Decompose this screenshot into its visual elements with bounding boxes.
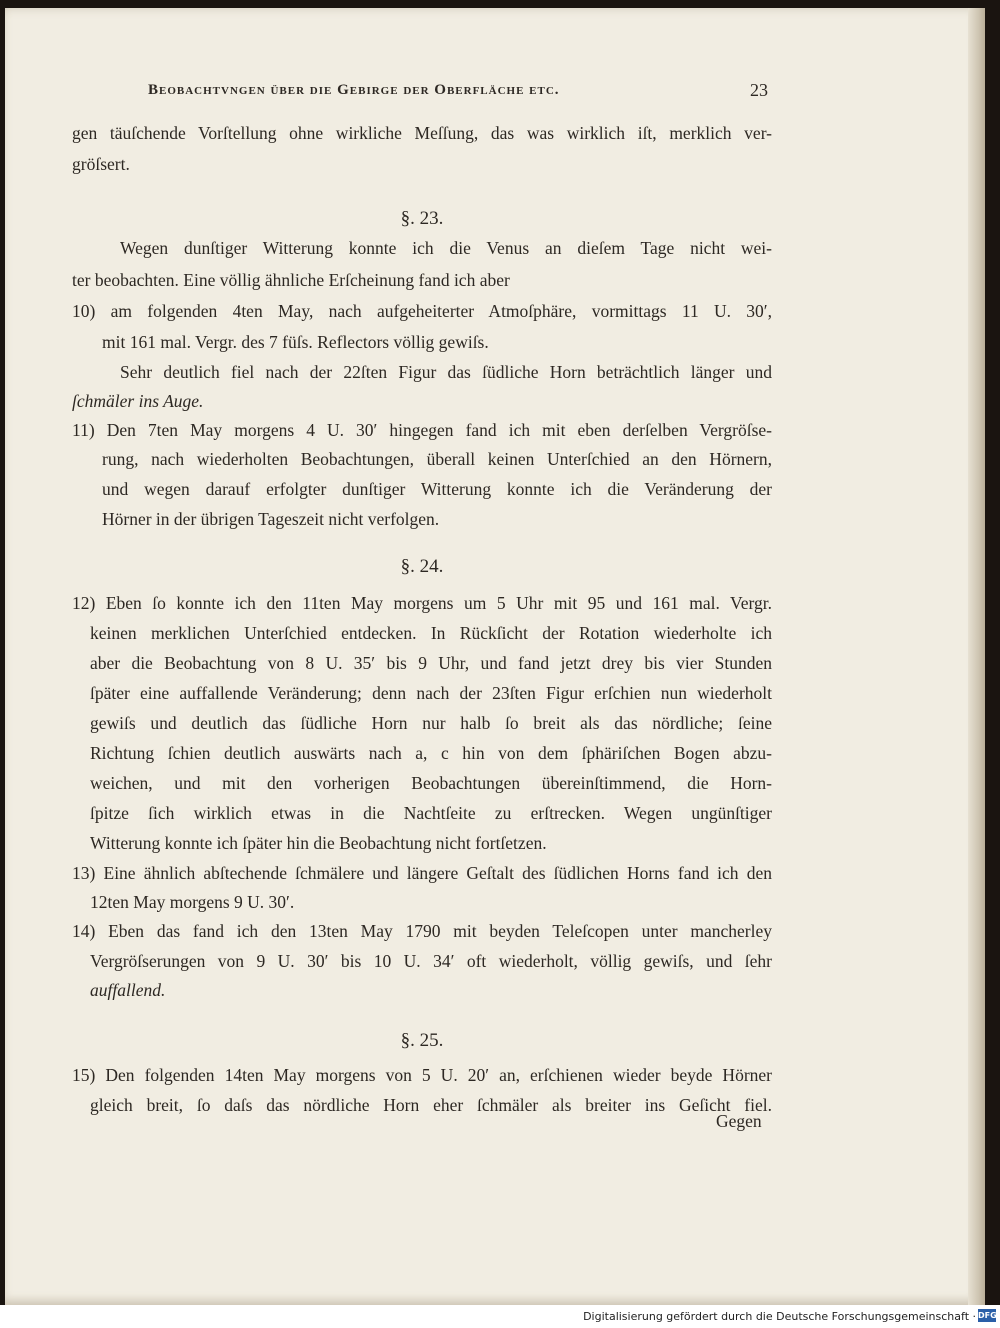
- text-line: ſpäter eine auffallende Veränderung; denn nach der 23ſten Figur erſchien nun wiederholt: [90, 683, 772, 703]
- text-line: Wegen dunſtiger Witterung konnte ich die Venus an dieſem Tage nicht wei-: [120, 238, 772, 258]
- section-heading: §. 23.: [400, 208, 444, 229]
- running-title: Beobachtvngen über die Gebirge der Oberfläche etc.: [148, 82, 560, 98]
- text-line: weichen, und mit den vorherigen Beobachtungen übereinſtimmend, die Horn-: [90, 773, 772, 793]
- section-heading: §. 24.: [400, 556, 444, 577]
- text-line: ſchmäler ins Auge.: [72, 391, 204, 411]
- text-line: keinen merklichen Unterſchied entdecken. In Rückſicht der Rotation wiederholte ich: [90, 623, 772, 643]
- text-line: gleich breit, ſo daſs das nördliche Horn eher ſchmäler als breiter ins Geſicht fiel.: [90, 1095, 772, 1115]
- text-line: rung, nach wiederholten Beobachtungen, überall keinen Unterſchied an den Hörnern,: [102, 449, 772, 469]
- text-line: 10) am folgenden 4ten May, nach aufgeheiterter Atmoſphäre, vormittags 11 U. 30′,: [72, 301, 772, 321]
- running-header: [148, 80, 768, 110]
- text-line: 12ten May morgens 9 U. 30′.: [90, 892, 295, 912]
- catchword: Gegen: [716, 1111, 762, 1131]
- text-line: gröſsert.: [72, 154, 130, 174]
- text-line: auffallend.: [90, 980, 166, 1000]
- text-line: ter beobachten. Eine völlig ähnliche Erſcheinung fand ich aber: [72, 270, 510, 290]
- text-line: gen täuſchende Vorſtellung ohne wirkliche Meſſung, das was wirklich iſt, merklich ver-: [72, 123, 772, 143]
- text-line: Sehr deutlich fiel nach der 22ſten Figur das ſüdliche Horn beträchtlich länger und: [120, 362, 772, 382]
- text-line: Richtung ſchien deutlich auswärts nach a, c hin von dem ſphäriſchen Bogen abzu-: [90, 743, 772, 763]
- text-line: Vergröſserungen von 9 U. 30′ bis 10 U. 34′ oft wiederholt, völlig gewiſs, und ſehr: [90, 951, 772, 971]
- text-line: 15) Den folgenden 14ten May morgens von 5 U. 20′ an, erſchienen wieder beyde Hörner: [72, 1065, 772, 1085]
- text-line: Hörner in der übrigen Tageszeit nicht verfolgen.: [102, 509, 440, 529]
- text-line: 13) Eine ähnlich abſtechende ſchmälere und längere Geſtalt des ſüdlichen Horns fand ich den: [72, 863, 772, 883]
- page-number: 23: [750, 80, 768, 100]
- text-line: 12) Eben ſo konnte ich den 11ten May morgens um 5 Uhr mit 95 und 161 mal. Vergr.: [72, 593, 772, 613]
- text-line: ſpitze ſich wirklich etwas in die Nachtſeite zu erſtrecken. Wegen ungünſtiger: [90, 803, 772, 823]
- page-edge-shadow: [968, 8, 985, 1305]
- text-line: Witterung konnte ich ſpäter hin die Beobachtung nicht fortſetzen.: [90, 833, 547, 853]
- text-line: gewiſs und deutlich das ſüdliche Horn nur halb ſo breit als das nördliche; ſeine: [90, 713, 772, 733]
- section-heading: §. 25.: [400, 1030, 444, 1051]
- text-line: 11) Den 7ten May morgens 4 U. 30′ hingegen fand ich mit eben derſelben Vergröſse-: [72, 420, 772, 440]
- footer-credit: Digitalisierung gefördert durch die Deutsche Forschungsgemeinschaft ·: [583, 1310, 976, 1323]
- dfg-logo-icon: DFG: [978, 1311, 997, 1320]
- text-line: und wegen darauf erfolgter dunſtiger Witterung konnte ich die Veränderung der: [102, 479, 772, 499]
- text-line: aber die Beobachtung von 8 U. 35′ bis 9 Uhr, und fand jetzt drey bis vier Stunden: [90, 653, 772, 673]
- text-line: mit 161 mal. Vergr. des 7 füſs. Reflectors völlig gewiſs.: [102, 332, 489, 352]
- text-line: 14) Eben das fand ich den 13ten May 1790 mit beyden Teleſcopen unter mancherley: [72, 921, 772, 941]
